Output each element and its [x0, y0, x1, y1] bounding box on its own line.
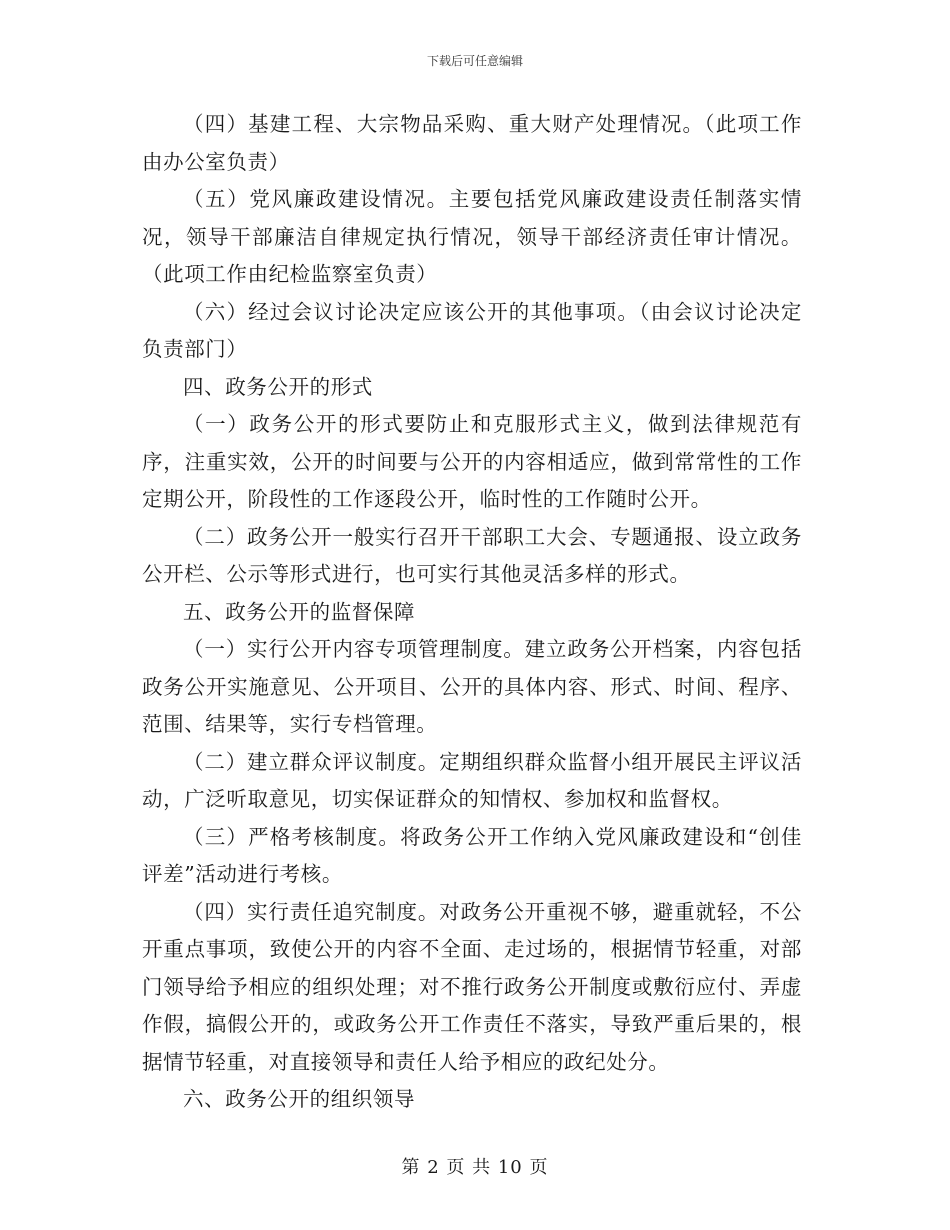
paragraph-item-4: （四）基建工程、大宗物品采购、重大财产处理情况。（此项工作由办公室负责） [142, 112, 802, 174]
paragraph-supervision-3: （三）严格考核制度。将政务公开工作纳入党风廉政建设和“创佳评差”活动进行考核。 [142, 824, 802, 886]
paragraph-supervision-2: （二）建立群众评议制度。定期组织群众监督小组开展民主评议活动，广泛听取意见，切实保证群众的知情权、参加权和监督权。 [142, 749, 802, 811]
paragraph-item-6: （六）经过会议讨论决定应该公开的其他事项。（由会议讨论决定负责部门） [142, 299, 802, 361]
paragraph-item-5: （五）党风廉政建设情况。主要包括党风廉政建设责任制落实情况，领导干部廉洁自律规定执行情况，领导干部经济责任审计情况。（此项工作由纪检监察室负责） [142, 187, 802, 286]
section-heading-4: 四、政务公开的形式 [183, 374, 373, 399]
section-heading-5: 五、政务公开的监督保障 [183, 599, 416, 624]
paragraph-supervision-1: （一）实行公开内容专项管理制度。建立政务公开档案，内容包括政务公开实施意见、公开项目、公开的具体内容、形式、时间、程序、范围、结果等，实行专档管理。 [142, 637, 802, 736]
paragraph-supervision-4: （四）实行责任追究制度。对政务公开重视不够，避重就轻，不公开重点事项，致使公开的内容不全面、走过场的，根据情节轻重，对部门领导给予相应的组织处理；对不推行政务公开制度或敷衍应付、弄虚作假，搞假公开的，或政务公开工作责任不落实，导致严重后果的，根据情节轻重，对直接领导和责任人给予相应的政纪处分。 [142, 899, 802, 1074]
page-header: 下载后可任意编辑 [426, 54, 523, 68]
page-number-footer: 第 2 页 共 10 页 [401, 1157, 549, 1178]
section-heading-6: 六、政务公开的组织领导 [183, 1087, 416, 1111]
document-body [142, 106, 802, 1119]
paragraph-form-2: （二）政务公开一般实行召开干部职工大会、专题通报、设立政务公开栏、公示等形式进行，也可实行其他灵活多样的形式。 [142, 524, 802, 586]
paragraph-form-1: （一）政务公开的形式要防止和克服形式主义，做到法律规范有序，注重实效，公开的时间要与公开的内容相适应，做到常常性的工作定期公开，阶段性的工作逐段公开，临时性的工作随时公开。 [142, 412, 802, 511]
